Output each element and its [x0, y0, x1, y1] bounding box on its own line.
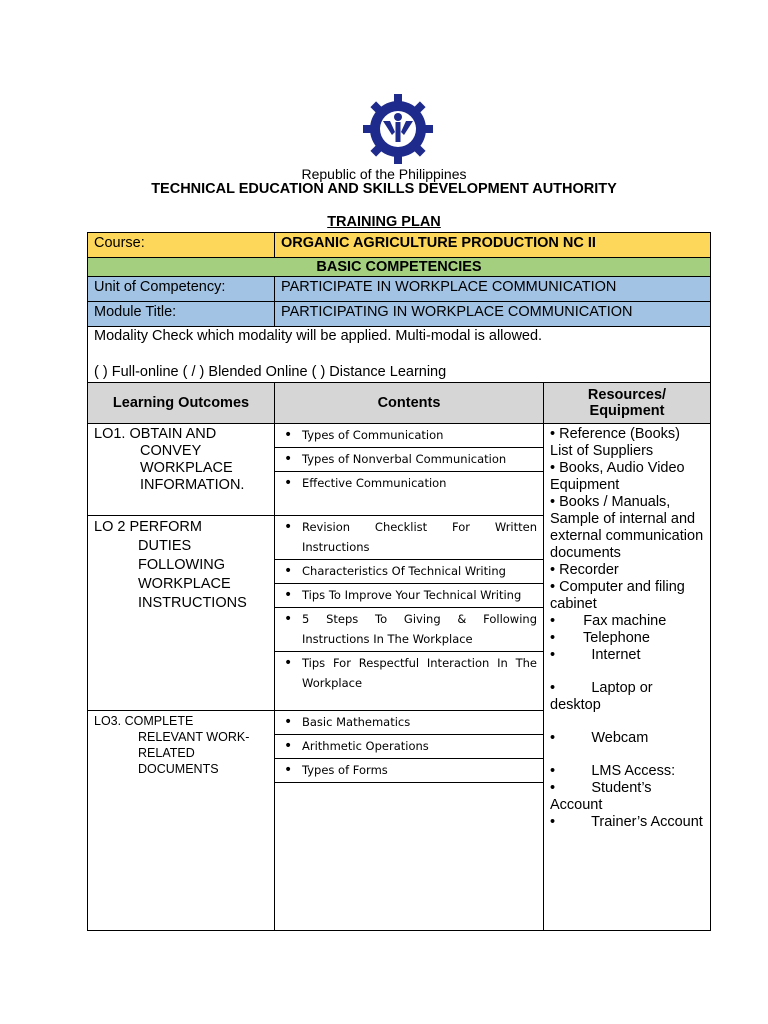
- content-item: • Tips For Respectful Interaction In The Workplace: [275, 652, 543, 695]
- resource-item: • Books / Manuals, Sample of internal and external communication documents: [550, 494, 704, 561]
- lo2-contents: [275, 516, 544, 711]
- lo1-line: INFORMATION.: [140, 477, 245, 493]
- column-header-row: [88, 383, 711, 424]
- agency-name: TECHNICAL EDUCATION AND SKILLS DEVELOPMENT AUTHORITY: [151, 181, 617, 197]
- competency-type: BASIC COMPETENCIES: [88, 258, 711, 277]
- lo2-line: INSTRUCTIONS: [138, 595, 247, 611]
- resource-item: • Books, Audio Video Equipment: [550, 460, 685, 493]
- resources-cell: [544, 424, 711, 931]
- resource-item: • Computer and filing cabinet: [550, 579, 685, 612]
- lo1-title: LO1. OBTAIN AND: [94, 426, 217, 442]
- content-item: • Types of Forms: [275, 759, 543, 783]
- resource-item: • LMS Access:: [550, 763, 676, 779]
- module-value: PARTICIPATING IN WORKPLACE COMMUNICATION: [275, 302, 711, 327]
- resource-item: • Student’s Account: [550, 780, 652, 813]
- content-item: • Revision Checklist For Written Instructions: [275, 516, 543, 560]
- republic-line: Republic of the Philippines: [301, 166, 467, 182]
- lo2-line: WORKPLACE: [138, 576, 231, 592]
- competency-row: [88, 258, 711, 277]
- resource-item: • Fax machine: [550, 613, 667, 629]
- modality-cell: [88, 327, 711, 383]
- col-learning-outcomes: Learning Outcomes: [88, 383, 275, 424]
- tesda-gear-logo-icon: [359, 94, 437, 164]
- module-label: Module Title:: [88, 302, 275, 327]
- resource-item: • Trainer’s Account: [550, 814, 703, 830]
- content-item: • Arithmetic Operations: [275, 735, 543, 759]
- unit-row: [88, 277, 711, 302]
- content-item: • Types of Nonverbal Communication: [275, 448, 543, 472]
- modality-options: ( ) Full-online ( / ) Blended Online ( ) Distance Learning: [94, 364, 447, 380]
- lo3-cell: [88, 711, 275, 931]
- resource-item: • Reference (Books) List of Suppliers: [550, 426, 680, 459]
- lo3-line: DOCUMENTS: [138, 762, 219, 776]
- lo1-contents: [275, 424, 544, 516]
- unit-value: PARTICIPATE IN WORKPLACE COMMUNICATION: [275, 277, 711, 302]
- lo2-title: LO 2 PERFORM: [94, 519, 202, 535]
- resource-item: • Telephone: [550, 630, 650, 646]
- content-item: • Types of Communication: [275, 424, 543, 448]
- module-row: [88, 302, 711, 327]
- content-item: • Characteristics Of Technical Writing: [275, 560, 543, 584]
- col-resources: Resources/ Equipment: [544, 383, 711, 424]
- lo2-line: FOLLOWING: [138, 557, 226, 573]
- course-label: Course:: [88, 233, 275, 258]
- lo1-line: WORKPLACE: [140, 460, 233, 476]
- content-item: • Effective Communication: [275, 472, 543, 495]
- content-item: • Tips To Improve Your Technical Writing: [275, 584, 543, 608]
- unit-label: Unit of Competency:: [88, 277, 275, 302]
- resource-item: • Internet: [550, 647, 641, 663]
- resource-item: • Laptop or desktop: [550, 680, 653, 713]
- col-contents: Contents: [275, 383, 544, 424]
- lo3-line: RELEVANT WORK-: [138, 730, 250, 744]
- content-item: • 5 Steps To Giving & Following Instructions In The Workplace: [275, 608, 543, 652]
- lo3-line: RELATED: [138, 746, 195, 760]
- modality-row: [88, 327, 711, 383]
- lo2-line: DUTIES: [138, 538, 192, 554]
- course-row: [88, 233, 711, 258]
- content-item: • Basic Mathematics: [275, 711, 543, 735]
- lo3-title: LO3. COMPLETE: [94, 714, 194, 728]
- course-value: ORGANIC AGRICULTURE PRODUCTION NC II: [275, 233, 711, 258]
- document-title: TRAINING PLAN: [327, 214, 441, 230]
- modality-instruction: Modality Check which modality will be applied. Multi-modal is allowed.: [94, 328, 543, 344]
- resource-item: • Recorder: [550, 562, 619, 578]
- lo1-cell: [88, 424, 275, 516]
- lo2-cell: [88, 516, 275, 711]
- lo3-contents: [275, 711, 544, 931]
- lo1-line: CONVEY: [140, 443, 202, 459]
- lo1-row: [88, 424, 711, 516]
- training-plan-table: [87, 232, 711, 931]
- resource-item: • Webcam: [550, 730, 649, 746]
